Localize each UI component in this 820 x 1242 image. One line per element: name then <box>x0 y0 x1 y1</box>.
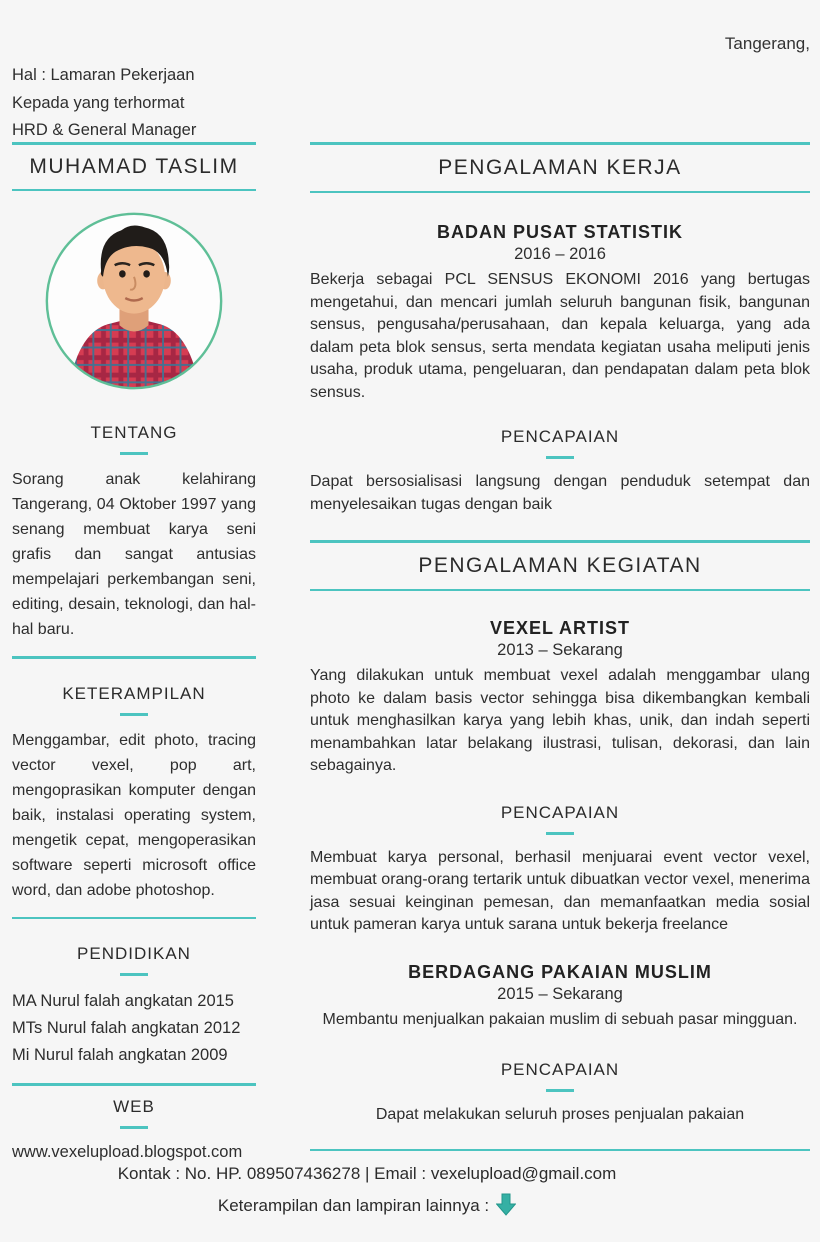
section-title-pengalaman-kegiatan: PENGALAMAN KEGIATAN <box>418 553 702 577</box>
activity-entry-org: BERDAGANG PAKAIAN MUSLIM <box>408 961 712 982</box>
divider <box>310 1149 810 1152</box>
mini-divider <box>546 832 574 835</box>
education-item: MTs Nurul falah angkatan 2012 <box>12 1019 241 1037</box>
achievement-title: PENCAPAIAN <box>500 802 620 822</box>
section-title-pendidikan: PENDIDIKAN <box>77 944 191 963</box>
down-arrow-icon <box>496 1193 516 1216</box>
divider <box>12 189 256 192</box>
mini-divider <box>120 1126 148 1129</box>
achievement-title: PENCAPAIAN <box>500 427 620 446</box>
letter-subject: Hal : Lamaran Pekerjaan <box>12 66 195 84</box>
attachments-line <box>0 1190 734 1222</box>
divider <box>310 589 810 592</box>
mini-divider <box>546 1089 574 1092</box>
achievement-text: Dapat bersosialisasi langsung dengan penduduk setempat dan menyelesaikan tugas dengan baik <box>310 473 810 513</box>
section-title-tentang: TENTANG <box>90 423 178 442</box>
attachments-label: Keterampilan dan lampiran lainnya : <box>217 1196 490 1215</box>
right-column <box>310 142 810 1163</box>
activity-entry-description: Membantu menjualkan pakaian muslim di sebuah pasar mingguan. <box>322 1010 798 1028</box>
keterampilan-text: Menggambar, edit photo, tracing vector vexel, pop art, mengoprasikan komputer dengan baik, instalasi operating system, mengetik cepat, mengoperasikan software seperti microsoft office word, dan adobe photoshop. <box>12 731 256 899</box>
letter-recipient: HRD & General Manager <box>12 121 197 139</box>
letter-header <box>12 62 196 145</box>
work-entry-description: Bekerja sebagai PCL SENSUS EKONOMI 2016 yang bertugas mengetahui, dan mencari jumlah seluruh bangunan fisik, bangunan sensus, pengusaha/perusahaan, dan kepala keluarga, yang ada dalam peta blok sensus, serta mendata kegiatan usaha meliputi jenis usaha, produk utama, pengeluaran, dan pendapatan dalam peta blok sensus. <box>310 271 810 401</box>
mini-divider <box>546 456 574 459</box>
tentang-text: Sorang anak kelahirang Tangerang, 04 Oktober 1997 yang senang membuat karya seni grafis dan sangat antusias mempelajari perkembangan seni, editing, desain, teknologi, dan hal-hal baru. <box>12 471 256 638</box>
work-entry-org: BADAN PUSAT STATISTIK <box>437 222 683 242</box>
achievement-text: Dapat melakukan seluruh proses penjualan pakaian <box>375 1106 745 1123</box>
resume-columns <box>12 142 810 1163</box>
profile-photo <box>42 209 226 398</box>
contact-line: Kontak : No. HP. 089507436278 | Email : vexelupload@gmail.com <box>117 1164 617 1183</box>
divider <box>310 191 810 194</box>
mini-divider <box>120 973 148 976</box>
activity-entry-period: 2015 – Sekarang <box>497 984 623 1003</box>
letter-salutation: Kepada yang terhormat <box>12 93 185 112</box>
section-title-keterampilan: KETERAMPILAN <box>62 683 206 703</box>
education-item: Mi Nurul falah angkatan 2009 <box>12 1046 228 1064</box>
achievement-title: PENCAPAIAN <box>500 1060 620 1079</box>
section-title-web: WEB <box>113 1096 155 1116</box>
mini-divider <box>120 713 148 716</box>
profile-photo-illustration <box>42 209 226 393</box>
footer <box>0 1158 734 1222</box>
mini-divider <box>120 452 148 455</box>
divider <box>12 656 256 659</box>
activity-entry-period: 2013 – Sekarang <box>497 641 623 659</box>
education-item: MA Nurul falah angkatan 2015 <box>12 992 234 1010</box>
left-column <box>12 142 256 1163</box>
work-entry-period: 2016 – 2016 <box>514 245 606 263</box>
divider <box>12 917 256 920</box>
achievement-text: Membuat karya personal, berhasil menjuarai event vector vexel, membuat orang-orang tertarik untuk dibuatkan vector vexel, menerima jasa sesuai keinginan pemesan, dan memanfaatkan media sosial untuk pameran karya untuk sarana untuk bekerja freelance <box>310 848 810 933</box>
city-date-line: Tangerang, <box>724 34 810 53</box>
website-url: www.vexelupload.blogspot.com <box>12 1142 243 1161</box>
section-title-pengalaman-kerja: PENGALAMAN KERJA <box>438 155 682 179</box>
activity-entry-org: VEXEL ARTIST <box>489 618 631 638</box>
divider <box>12 1083 256 1086</box>
activity-entry-description: Yang dilakukan untuk membuat vexel adalah menggambar ulang photo ke dalam basis vector sehingga bisa dikembangkan kembali untuk menghasilkan karya yang lebih khas, unik, dan indah seperti menambahkan latar belakang ilustrasi, tulisan, dekorasi, dan lain sebagainya. <box>310 667 810 774</box>
candidate-name: MUHAMAD TASLIM <box>29 154 239 178</box>
